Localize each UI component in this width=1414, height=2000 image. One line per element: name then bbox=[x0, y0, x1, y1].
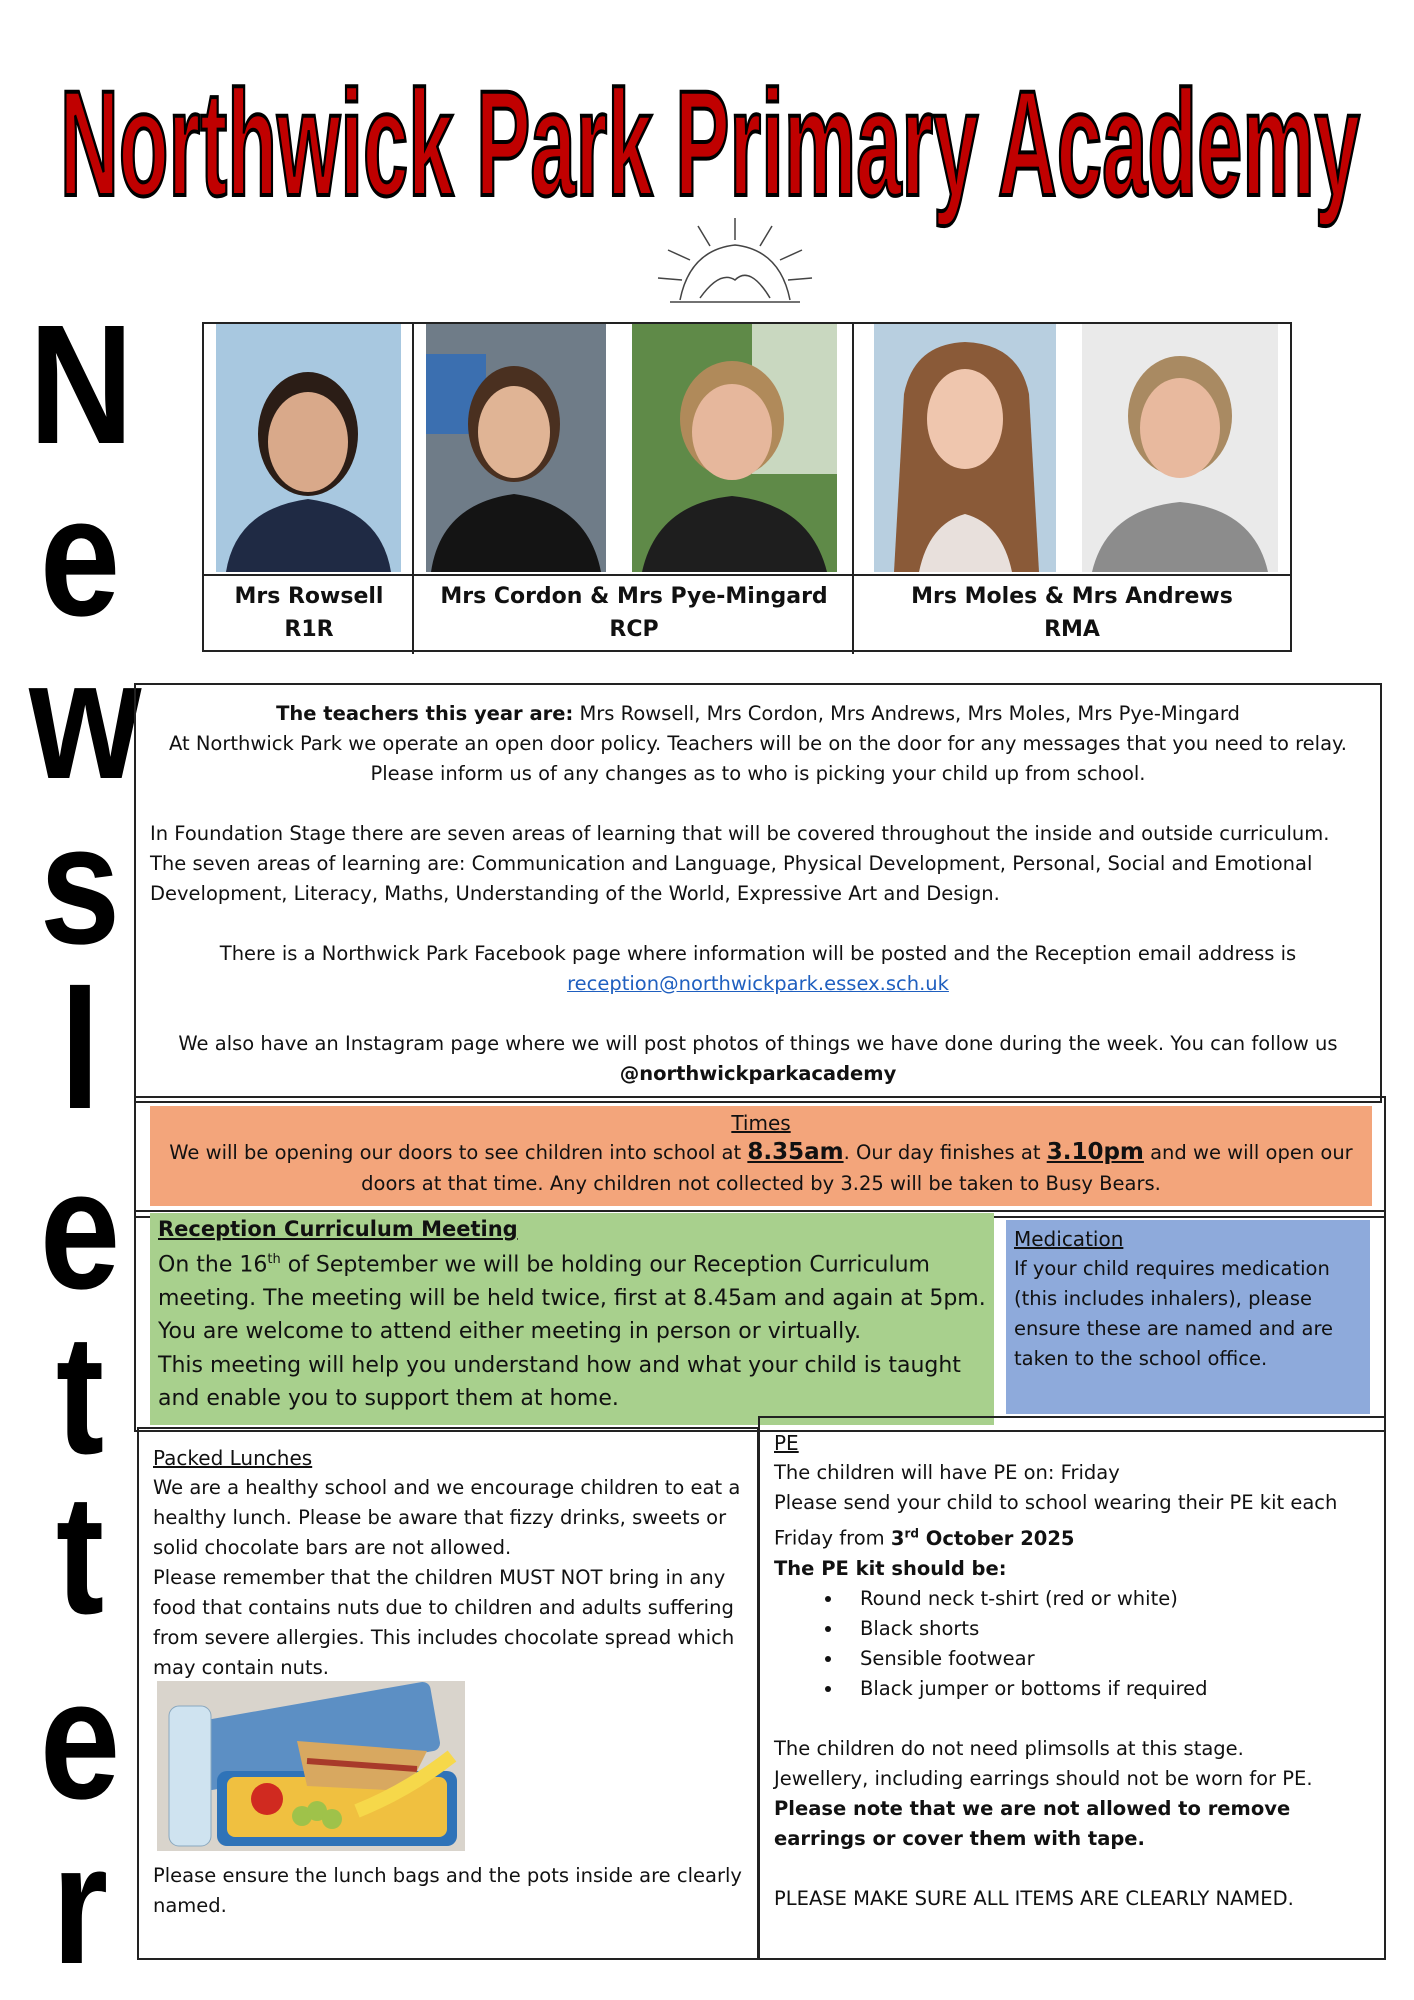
lunches-text-2: Please remember that the children MUST NOT bring in any food that contains nuts due to children and adults suffering from severe allergies. This includes chocolate spread which may contain nuts. bbox=[153, 1566, 735, 1679]
lunches-caption: Please ensure the lunch bags and the pots inside are clearly named. bbox=[153, 1864, 742, 1917]
teacher-portrait-icon bbox=[1082, 324, 1278, 572]
table-divider bbox=[412, 324, 414, 574]
times-text-part: We will be opening our doors to see children into school at bbox=[169, 1141, 748, 1164]
teacher-names: Mrs Cordon & Mrs Pye-Mingard bbox=[440, 584, 828, 609]
teachers-paragraph bbox=[150, 699, 1366, 729]
teacher-portrait-icon bbox=[426, 324, 606, 572]
vertical-letter: r bbox=[51, 1810, 109, 2000]
teacher-portrait-icon bbox=[632, 324, 837, 572]
pe-date-rest: October 2025 bbox=[918, 1526, 1075, 1550]
instagram-handle: @northwickparkacademy bbox=[619, 1062, 897, 1085]
vertical-letter: N bbox=[29, 290, 134, 480]
email-line bbox=[150, 969, 1366, 999]
lunchbox-icon bbox=[157, 1681, 465, 1851]
lunches-title: Packed Lunches bbox=[153, 1446, 313, 1470]
vertical-letter: e bbox=[39, 462, 121, 652]
lunches-text-1: We are a healthy school and we encourage children to eat a healthy lunch. Please be aware that fizzy drinks, sweets or solid chocolate bars are not allowed. bbox=[153, 1476, 741, 1559]
teacher-photo-table bbox=[202, 322, 1292, 652]
pe-title: PE bbox=[774, 1431, 799, 1455]
teacher-class: RMA bbox=[1044, 617, 1100, 642]
vertical-letter: l bbox=[59, 955, 101, 1145]
times-box bbox=[150, 1106, 1372, 1206]
school-logo bbox=[650, 210, 820, 310]
vertical-letter: t bbox=[55, 1460, 105, 1650]
reception-email-link[interactable]: reception@northwickpark.essex.sch.uk bbox=[567, 972, 949, 995]
pe-kit-item: • Black jumper or bottoms if required bbox=[844, 1674, 1370, 1704]
pe-earrings: Please note that we are not allowed to remove earrings or cover them with tape. bbox=[774, 1796, 1291, 1850]
times-text bbox=[150, 1137, 1372, 1199]
teacher-photo-pye-mingard bbox=[632, 324, 837, 572]
open-door-paragraph: At Northwick Park we operate an open door policy. Teachers will be on the door for any messages that you need to relay. Please inform us of any changes as to who is picking your child up from school. bbox=[168, 732, 1347, 785]
times-title: Times bbox=[731, 1111, 791, 1135]
vertical-letter: e bbox=[39, 1135, 121, 1325]
pe-day: The children will have PE on: Friday bbox=[774, 1461, 1120, 1484]
times-text-part: . Our day finishes at bbox=[843, 1141, 1047, 1164]
pe-box bbox=[758, 1416, 1386, 1960]
pe-kit-note-part: Please send your child to school wearing their PE kit each Friday from bbox=[774, 1491, 1338, 1550]
teacher-names-row bbox=[204, 574, 1290, 654]
pe-kit-item: • Black shorts bbox=[844, 1614, 1370, 1644]
pe-kit-title: The PE kit should be: bbox=[774, 1556, 1007, 1580]
pe-kit-note bbox=[774, 1488, 1370, 1554]
vertical-letter: w bbox=[29, 625, 142, 815]
pe-kit-item: • Round neck t-shirt (red or white) bbox=[844, 1584, 1370, 1614]
teacher-names: Mrs Moles & Mrs Andrews bbox=[911, 584, 1233, 609]
pe-start-date bbox=[891, 1527, 1075, 1550]
finish-time: 3.10pm bbox=[1046, 1139, 1144, 1165]
foundation-paragraph: In Foundation Stage there are seven areas of learning that will be covered throughout the inside and outside curriculum. The seven areas of learning are: Communication and Language, Physical Development, Personal, Social and Emotional Development, Literacy, Maths, Understanding of the World, Expressive Art and Design. bbox=[150, 822, 1330, 905]
curriculum-text-2: This meeting will help you understand how and what your child is taught and enable you to support them at home. bbox=[158, 1352, 961, 1412]
curriculum-text bbox=[158, 1243, 986, 1349]
curriculum-text-part: of September we will be holding our Reception Curriculum meeting. The meeting will be held twice, first at 8.45am and again at 5pm. You are welcome to attend either meeting in person or virtually. bbox=[158, 1252, 986, 1345]
curriculum-title: Reception Curriculum Meeting bbox=[158, 1217, 518, 1241]
teacher-class: RCP bbox=[609, 617, 659, 642]
lunchbox-image bbox=[157, 1681, 465, 1851]
teacher-class: R1R bbox=[284, 617, 334, 642]
logo-sun-icon bbox=[650, 210, 820, 310]
packed-lunches-box bbox=[137, 1427, 759, 1960]
teacher-portrait-icon bbox=[874, 324, 1056, 572]
teacher-photo-cordon bbox=[426, 324, 606, 572]
school-title-text: Northwick Park Primary Academy bbox=[60, 59, 1360, 227]
pe-date-day: 3 bbox=[890, 1526, 905, 1550]
pe-kit-list bbox=[774, 1584, 1370, 1704]
facebook-paragraph: There is a Northwick Park Facebook page where information will be posted and the Reception email address is bbox=[219, 942, 1297, 965]
teacher-cell bbox=[852, 576, 1290, 654]
vertical-letter: s bbox=[39, 790, 121, 980]
teachers-list: Mrs Rowsell, Mrs Cordon, Mrs Andrews, Mrs Moles, Mrs Pye-Mingard bbox=[573, 702, 1240, 725]
curriculum-sup: th bbox=[267, 1252, 281, 1267]
teacher-cell bbox=[412, 576, 854, 654]
medication-box bbox=[1006, 1220, 1370, 1414]
teachers-label: The teachers this year are: bbox=[276, 702, 574, 725]
vertical-letter: t bbox=[55, 1300, 105, 1490]
medication-title: Medication bbox=[1014, 1227, 1124, 1251]
table-divider bbox=[852, 324, 854, 574]
teacher-portrait-icon bbox=[216, 324, 401, 572]
curriculum-meeting-box bbox=[150, 1213, 994, 1425]
teacher-photo-andrews bbox=[1082, 324, 1278, 572]
pe-named: PLEASE MAKE SURE ALL ITEMS ARE CLEARLY NAMED. bbox=[774, 1886, 1294, 1910]
teacher-cell bbox=[204, 576, 414, 654]
teacher-names: Mrs Rowsell bbox=[234, 584, 384, 609]
instagram-paragraph: We also have an Instagram page where we will post photos of things we have done during the week. You can follow us bbox=[178, 1032, 1338, 1055]
medication-text: If your child requires medication (this includes inhalers), please ensure these are named and are taken to the school office. bbox=[1014, 1257, 1334, 1370]
newsletter-vertical-title bbox=[20, 290, 142, 2000]
vertical-letter: e bbox=[39, 1645, 121, 1835]
curriculum-text-part: On the 16 bbox=[158, 1252, 268, 1278]
pe-date-sup: rd bbox=[904, 1526, 919, 1540]
times-text-part: and we will open our doors at that time. Any children not collected by 3.25 will be taken to Busy Bears. bbox=[361, 1141, 1353, 1195]
opening-time: 8.35am bbox=[747, 1139, 844, 1165]
pe-jewellery: Jewellery, including earrings should not be worn for PE. bbox=[774, 1766, 1313, 1790]
pe-kit-item: • Sensible footwear bbox=[844, 1644, 1370, 1674]
teacher-photo-moles bbox=[874, 324, 1056, 572]
teacher-photo-rowsell bbox=[216, 324, 401, 572]
information-box bbox=[134, 683, 1382, 1103]
pe-plimsolls: The children do not need plimsolls at this stage. bbox=[774, 1736, 1244, 1760]
